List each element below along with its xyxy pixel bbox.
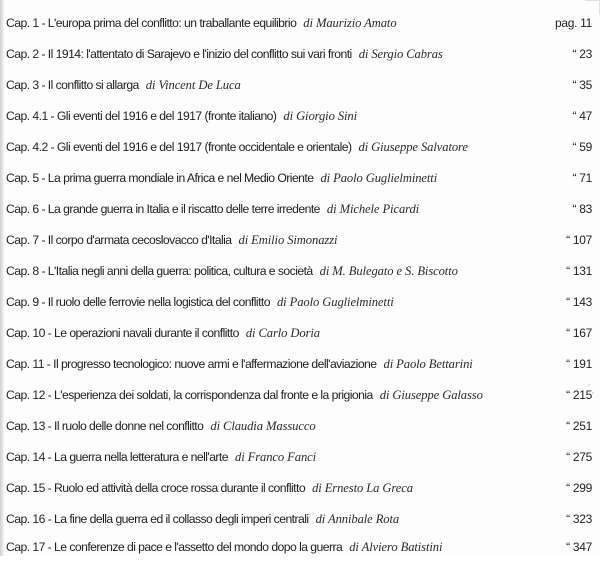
chapter-number: Cap. 1 — [6, 16, 39, 30]
page-number: “ 23 — [572, 47, 592, 61]
page-number: “ 251 — [566, 419, 592, 433]
separator: - — [44, 540, 55, 554]
toc-entry[interactable] — [6, 264, 596, 286]
chapter-author: di Giorgio Sini — [283, 109, 358, 123]
toc-entry[interactable] — [6, 481, 596, 503]
chapter-author: di M. Bulegato e S. Biscotto — [319, 264, 458, 278]
toc-entry[interactable] — [6, 16, 596, 38]
chapter-number: Cap. 9 — [6, 295, 39, 309]
toc-entry[interactable] — [6, 326, 596, 348]
separator: - — [47, 109, 57, 123]
chapter-number: Cap. 5 — [6, 171, 39, 185]
chapter-title: La fine della guerra ed il collasso degli imperi centrali — [54, 512, 309, 526]
chapter-number: Cap. 12 — [6, 388, 45, 402]
chapter-number: Cap. 13 — [6, 419, 45, 433]
chapter-title: L'Italia negli anni della guerra: politica, cultura e società — [47, 264, 313, 278]
separator: - — [38, 47, 48, 61]
chapter-author: di Paolo Bettarini — [383, 357, 473, 371]
page-number: “ 143 — [566, 295, 592, 309]
page-number: “ 167 — [566, 326, 592, 340]
chapter-title: Gli eventi del 1916 e del 1917 (fronte italiano) — [56, 109, 277, 123]
chapter-author: di Michele Picardi — [326, 202, 420, 216]
page-number: “ 35 — [572, 78, 592, 92]
chapter-author: di Emilio Simonazzi — [238, 233, 338, 247]
chapter-author: di Ernesto La Greca — [312, 481, 413, 495]
chapter-number: Cap. 16 — [6, 512, 45, 526]
separator: - — [38, 295, 48, 309]
page-number: “ 275 — [566, 450, 592, 464]
chapter-number: Cap. 15 — [6, 481, 45, 495]
chapter-author: di Alviero Batistini — [349, 540, 443, 554]
page-number: “ 71 — [572, 171, 592, 185]
chapter-author: di Giuseppe Galasso — [379, 388, 483, 402]
separator: - — [43, 357, 54, 371]
separator: - — [38, 78, 48, 92]
chapter-number: Cap. 14 — [6, 450, 45, 464]
separator: - — [38, 202, 48, 216]
separator: - — [38, 171, 48, 185]
separator: - — [44, 481, 55, 495]
toc-entry[interactable] — [6, 388, 596, 410]
separator: - — [44, 512, 55, 526]
chapter-title: L'europa prima del conflitto: un traballante equilibrio — [47, 16, 297, 30]
chapter-author: di Maurizio Amato — [303, 16, 397, 30]
chapter-author: di Franco Fanci — [235, 450, 317, 464]
chapter-number: Cap. 7 — [6, 233, 39, 247]
separator: - — [44, 388, 55, 402]
page-number: “ 323 — [566, 512, 592, 526]
toc-entry[interactable] — [6, 47, 596, 69]
separator: - — [44, 450, 55, 464]
chapter-author: di Vincent De Luca — [145, 78, 241, 92]
page-number: “ 347 — [566, 540, 592, 554]
separator: - — [38, 16, 48, 30]
chapter-author: di Sergio Cabras — [358, 47, 443, 61]
chapter-number: Cap. 2 — [6, 47, 39, 61]
separator: - — [44, 326, 55, 340]
chapter-title: L'esperienza dei soldati, la corrispondenza dal fronte e la prigionia — [54, 388, 373, 402]
page-number: “ 131 — [566, 264, 592, 278]
page-number: “ 191 — [566, 357, 592, 371]
separator: - — [47, 140, 57, 154]
toc-entry[interactable] — [6, 140, 596, 162]
toc-entry[interactable] — [6, 357, 596, 379]
toc-entry[interactable] — [6, 512, 596, 534]
chapter-title: Il progresso tecnologico: nuove armi e l'affermazione dell'aviazione — [53, 357, 377, 371]
chapter-title: Gli eventi del 1916 e del 1917 (fronte occidentale e orientale) — [56, 140, 352, 154]
page-number: “ 83 — [572, 202, 592, 216]
chapter-number: Cap. 3 — [6, 78, 39, 92]
page-number: “ 215 — [566, 388, 592, 402]
chapter-number: Cap. 4.2 — [6, 140, 48, 154]
toc-entry[interactable] — [6, 109, 596, 131]
chapter-number: Cap. 17 — [6, 540, 45, 554]
chapter-title: Il conflitto si allarga — [47, 78, 139, 92]
toc-entry[interactable] — [6, 450, 596, 472]
chapter-number: Cap. 6 — [6, 202, 39, 216]
chapter-number: Cap. 8 — [6, 264, 39, 278]
chapter-title: Le operazioni navali durante il conflitto — [54, 326, 239, 340]
page-number: “ 107 — [566, 233, 592, 247]
toc-entry[interactable] — [6, 233, 596, 255]
separator: - — [44, 419, 55, 433]
chapter-title: La guerra nella letteratura e nell'arte — [54, 450, 228, 464]
chapter-number: Cap. 10 — [6, 326, 45, 340]
chapter-number: Cap. 11 — [6, 357, 44, 371]
page-number: pag. 11 — [554, 16, 592, 30]
chapter-author: di Claudia Massucco — [210, 419, 316, 433]
chapter-author: di Paolo Guglielminetti — [276, 295, 394, 309]
chapter-title: Il ruolo delle ferrovie nella logistica del conflitto — [47, 295, 270, 309]
chapter-author: di Giuseppe Salvatore — [358, 140, 468, 154]
toc-entry[interactable] — [6, 171, 596, 193]
toc-entry[interactable] — [6, 540, 596, 562]
toc-entry[interactable] — [6, 78, 596, 100]
toc-entry[interactable] — [6, 419, 596, 441]
chapter-title: Il ruolo delle donne nel conflitto — [54, 419, 204, 433]
separator: - — [38, 264, 48, 278]
chapter-author: di Paolo Guglielminetti — [320, 171, 438, 185]
page-number: “ 59 — [572, 140, 592, 154]
toc-entry[interactable] — [6, 202, 596, 224]
chapter-title: Ruolo ed attività della croce rossa durante il conflitto — [54, 481, 306, 495]
chapter-number: Cap. 4.1 — [6, 109, 48, 123]
page-number: “ 299 — [566, 481, 592, 495]
chapter-title: La grande guerra in Italia e il riscatto delle terre irredente — [47, 202, 320, 216]
toc-entry[interactable] — [6, 295, 596, 317]
chapter-title: La prima guerra mondiale in Africa e nel Medio Oriente — [47, 171, 314, 185]
separator: - — [38, 233, 48, 247]
chapter-title: Le conferenze di pace e l'assetto del mondo dopo la guerra — [54, 540, 343, 554]
chapter-author: di Annibale Rota — [315, 512, 400, 526]
chapter-title: Il corpo d'armata cecoslovacco d'Italia — [47, 233, 232, 247]
chapter-author: di Carlo Doria — [245, 326, 320, 340]
chapter-title: Il 1914: l'attentato di Sarajevo e l'inizio del conflitto sui vari fronti — [47, 47, 352, 61]
page-number: “ 47 — [572, 109, 592, 123]
